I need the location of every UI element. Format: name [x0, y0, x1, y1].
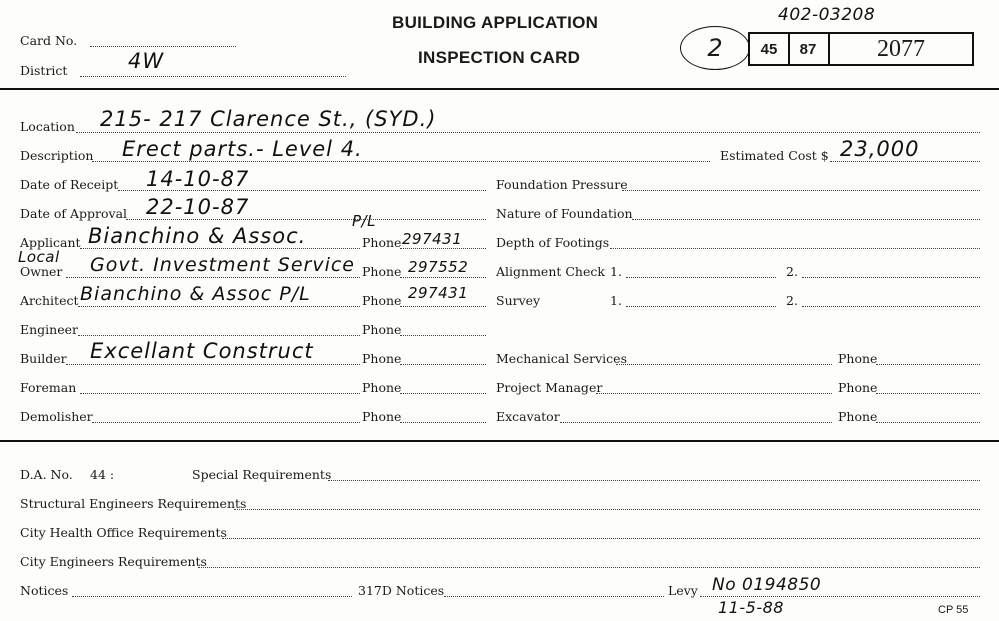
engineer-phone-label: Phone [362, 322, 402, 337]
engineer-phone-line [400, 335, 486, 336]
district-label: District [20, 63, 68, 78]
description-value: Erect parts.- Level 4. [122, 137, 363, 161]
alignment-check-label: Alignment Check [496, 264, 605, 279]
project-manager-phone-line [876, 393, 980, 394]
depth-footings-label: Depth of Footings [496, 235, 610, 250]
survey-line-2 [802, 306, 980, 307]
card-no-line [90, 46, 236, 47]
estimated-cost-line [830, 161, 980, 162]
levy-date: 11-5-88 [718, 598, 784, 617]
location-value: 215- 217 Clarence St., (SYD.) [100, 107, 437, 131]
survey-num-2: 2. [786, 293, 798, 308]
special-req-line [328, 480, 980, 481]
mechanical-phone-label: Phone [838, 351, 878, 366]
demolisher-phone-line [400, 422, 486, 423]
survey-num-1: 1. [610, 293, 622, 308]
date-approval-label: Date of Approval [20, 206, 128, 221]
bottom-divider [0, 440, 999, 442]
title-line-1: BUILDING APPLICATION [392, 13, 599, 32]
architect-value: Bianchino & Assoc P/L [80, 283, 311, 305]
builder-phone-line [400, 364, 486, 365]
code-box-c: 2077 [830, 32, 974, 66]
district-line [80, 76, 346, 77]
health-label: City Health Office Requirements [20, 525, 227, 540]
owner-prefix: Local [18, 248, 60, 266]
da-no-label: D.A. No. [20, 467, 73, 482]
applicant-phone-label: Phone [362, 235, 402, 250]
location-label: Location [20, 119, 75, 134]
alignment-check-line-1 [626, 277, 776, 278]
survey-line-1 [626, 306, 776, 307]
location-line [76, 132, 980, 133]
foreman-label: Foreman [20, 380, 77, 395]
date-approval-line [126, 219, 486, 220]
owner-value: Govt. Investment Service [90, 254, 355, 276]
description-line [92, 161, 710, 162]
foundation-pressure-label: Foundation Pressure [496, 177, 628, 192]
owner-phone-label: Phone [362, 264, 402, 279]
demolisher-line [92, 422, 360, 423]
notices-317d-line [444, 596, 664, 597]
form-code: CP 55 [938, 604, 969, 616]
owner-line [66, 277, 360, 278]
notices-line [72, 596, 352, 597]
engineer-label: Engineer [20, 322, 78, 337]
special-req-label: Special Requirements [192, 467, 332, 482]
project-manager-line [596, 393, 832, 394]
alignment-check-num-2: 2. [786, 264, 798, 279]
applicant-line [80, 248, 360, 249]
mechanical-label: Mechanical Services [496, 351, 627, 366]
builder-line [66, 364, 360, 365]
district-value: 4W [128, 49, 165, 73]
estimated-cost-label: Estimated Cost $ [720, 148, 829, 163]
excavator-line [560, 422, 832, 423]
survey-label: Survey [496, 293, 541, 308]
demolisher-phone-label: Phone [362, 409, 402, 424]
architect-label: Architect [20, 293, 79, 308]
city-eng-line [198, 567, 980, 568]
date-receipt-value: 14-10-87 [146, 167, 250, 191]
foreman-line [80, 393, 360, 394]
engineer-line [78, 335, 360, 336]
excavator-label: Excavator [496, 409, 560, 424]
builder-phone-label: Phone [362, 351, 402, 366]
levy-label: Levy [668, 583, 698, 598]
project-manager-phone-label: Phone [838, 380, 878, 395]
card-no-label: Card No. [20, 33, 78, 48]
architect-phone-line [400, 306, 486, 307]
da-no-value: 44 : [90, 467, 115, 482]
title-line-2: INSPECTION CARD [418, 48, 581, 67]
architect-phone-value: 297431 [408, 284, 469, 302]
nature-foundation-label: Nature of Foundation [496, 206, 633, 221]
alignment-check-num-1: 1. [610, 264, 622, 279]
project-manager-label: Project Manager [496, 380, 603, 395]
owner-label: Owner [20, 264, 63, 279]
excavator-phone-label: Phone [838, 409, 878, 424]
demolisher-label: Demolisher [20, 409, 93, 424]
depth-footings-line [610, 248, 980, 249]
levy-value: No 0194850 [712, 575, 822, 595]
owner-phone-value: 297552 [408, 258, 469, 276]
health-line [222, 538, 980, 539]
builder-label: Builder [20, 351, 67, 366]
applicant-phone-value: 297431 [402, 230, 463, 248]
architect-line [78, 306, 360, 307]
applicant-suffix: P/L [352, 212, 376, 230]
structural-label: Structural Engineers Requirements [20, 496, 247, 511]
structural-line [234, 509, 980, 510]
builder-value: Excellant Construct [90, 339, 314, 363]
code-box-b: 87 [788, 32, 830, 66]
notices-label: Notices [20, 583, 69, 598]
nature-foundation-line [632, 219, 980, 220]
foundation-pressure-line [622, 190, 980, 191]
date-approval-value: 22-10-87 [146, 195, 250, 219]
notices-317d-label: 317D Notices [358, 583, 445, 598]
architect-phone-label: Phone [362, 293, 402, 308]
foreman-phone-label: Phone [362, 380, 402, 395]
applicant-label: Applicant [20, 235, 81, 250]
code-box-a: 45 [748, 32, 790, 66]
excavator-phone-line [876, 422, 980, 423]
foreman-phone-line [400, 393, 486, 394]
top-divider [0, 88, 999, 90]
city-eng-label: City Engineers Requirements [20, 554, 207, 569]
date-receipt-label: Date of Receipt [20, 177, 119, 192]
applicant-value: Bianchino & Assoc. [88, 224, 307, 248]
mechanical-line [616, 364, 832, 365]
circled-number: 2 [680, 26, 750, 70]
description-label: Description [20, 148, 94, 163]
stamp-number: 402-03208 [778, 5, 876, 25]
mechanical-phone-line [876, 364, 980, 365]
estimated-cost-value: 23,000 [840, 137, 920, 161]
alignment-check-line-2 [802, 277, 980, 278]
